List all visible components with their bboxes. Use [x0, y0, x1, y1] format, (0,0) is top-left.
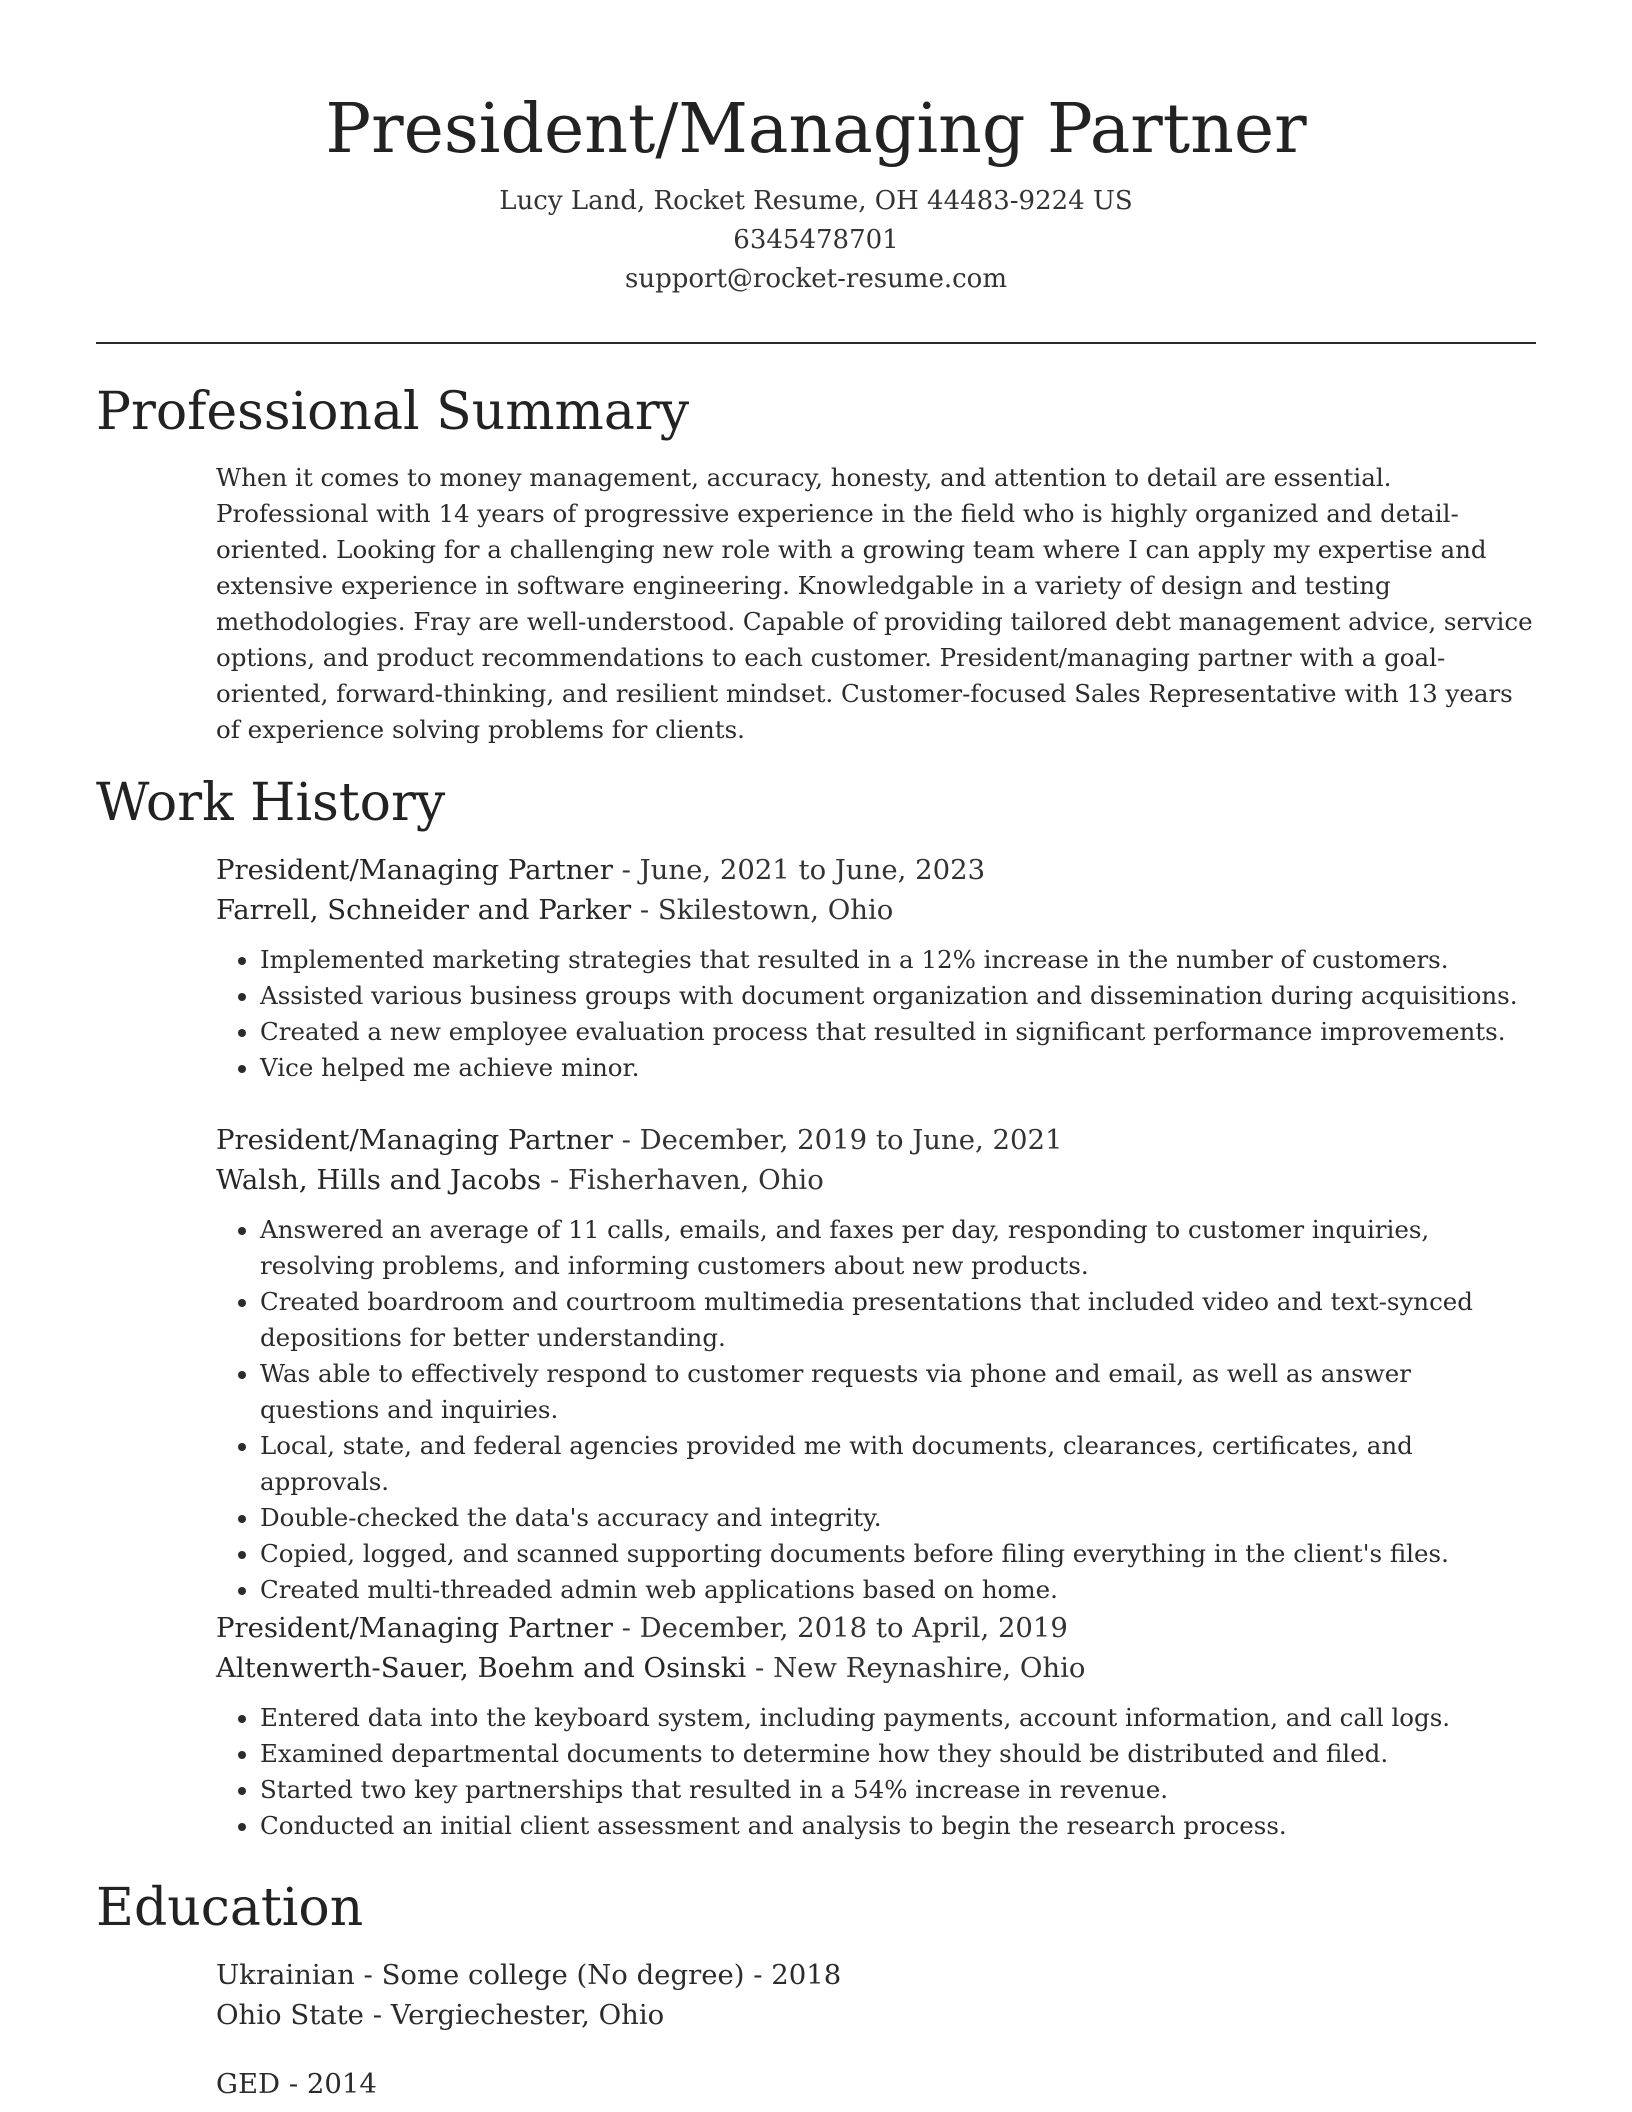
duty-item: • Was able to effectively respond to customer requests via phone and email, as well as answer questions and inquiries.	[260, 1356, 1536, 1428]
resume-title: President/Managing Partner	[325, 90, 1307, 169]
job-title: President/Managing Partner	[216, 1124, 613, 1156]
job-title: President/Managing Partner	[216, 854, 613, 886]
education-school-line: Ohio State - Vergiechester, Ohio	[216, 1999, 665, 2031]
job-duties	[216, 1700, 1536, 1844]
duty-item: • Created a new employee evaluation process that resulted in significant performance improvements.	[260, 1014, 1536, 1050]
job-company-line	[216, 890, 1536, 930]
duty-item: • Double-checked the data's accuracy and integrity.	[260, 1500, 1536, 1536]
job-dates: - June, 2021 to June, 2023	[612, 854, 986, 886]
section-heading-education: Education	[96, 1878, 364, 1938]
section-heading-summary: Professional Summary	[96, 382, 690, 442]
duty-item: • Created multi-threaded admin web applications based on home.	[260, 1572, 1536, 1608]
duty-item: • Local, state, and federal agencies provided me with documents, clearances, certificates, and approvals.	[260, 1428, 1536, 1500]
contact-info	[0, 182, 1632, 299]
job-dates: - December, 2019 to June, 2021	[612, 1124, 1063, 1156]
job-title-line	[216, 1608, 1536, 1648]
duty-item: • Answered an average of 11 calls, emails, and faxes per day, responding to customer inquiries, resolving problems, and informing customers about new products.	[260, 1212, 1536, 1284]
education-degree-line: GED - 2014	[216, 2068, 377, 2100]
job-title-line	[216, 1120, 1536, 1160]
job-entry	[216, 1608, 1536, 1844]
duty-item: • Entered data into the keyboard system, including payments, account information, and call logs.	[260, 1700, 1536, 1736]
duty-item: • Vice helped me achieve minor.	[260, 1050, 1536, 1086]
job-company-line	[216, 1648, 1536, 1688]
job-company: Altenwerth-Sauer, Boehm and Osinski	[216, 1652, 747, 1684]
duty-item: • Implemented marketing strategies that resulted in a 12% increase in the number of customers.	[260, 942, 1536, 978]
job-duties	[216, 942, 1536, 1086]
duty-item: • Copied, logged, and scanned supporting documents before filing everything in the client's files.	[260, 1536, 1536, 1572]
contact-email: support@rocket-resume.com	[624, 264, 1007, 294]
section-heading-work-history: Work History	[96, 773, 446, 833]
duty-item: • Created boardroom and courtroom multimedia presentations that included video and text-synced depositions for better understanding.	[260, 1284, 1536, 1356]
header-divider	[96, 342, 1536, 344]
contact-phone: 6345478701	[733, 225, 899, 255]
job-entry	[216, 1120, 1536, 1608]
duty-item: • Started two key partnerships that resulted in a 54% increase in revenue.	[260, 1772, 1536, 1808]
duty-item: • Examined departmental documents to determine how they should be distributed and filed.	[260, 1736, 1536, 1772]
job-company-line	[216, 1160, 1536, 1200]
resume-header	[0, 0, 1632, 299]
job-title-line	[216, 850, 1536, 890]
job-dates: - December, 2018 to April, 2019	[612, 1612, 1068, 1644]
job-company: Walsh, Hills and Jacobs	[216, 1164, 542, 1196]
duty-item: • Assisted various business groups with document organization and dissemination during acquisitions.	[260, 978, 1536, 1014]
job-entry	[216, 850, 1536, 1086]
duty-item: • Conducted an initial client assessment and analysis to begin the research process.	[260, 1808, 1536, 1844]
education-entry	[216, 2064, 1536, 2104]
contact-address: Lucy Land, Rocket Resume, OH 44483-9224 US	[499, 186, 1133, 216]
job-company: Farrell, Schneider and Parker	[216, 894, 632, 926]
job-location: - New Reynashire, Ohio	[746, 1652, 1086, 1684]
education-degree-line: Ukrainian - Some college (No degree) - 2018	[216, 1959, 842, 1991]
job-title: President/Managing Partner	[216, 1612, 613, 1644]
education-entry	[216, 1955, 1536, 2035]
job-location: - Skilestown, Ohio	[631, 894, 894, 926]
job-duties	[216, 1212, 1536, 1608]
summary-text: When it comes to money management, accuracy, honesty, and attention to detail are essential. Professional with 14 years of progressive experience in the field who is highly organized and detail-oriented. Looking for a challenging new role with a growing team where I can apply my expertise and extensive experience in software engineering. Knowledgable in a variety of design and testing methodologies. Fray are well-understood. Capable of providing tailored debt management advice, service options, and product recommendations to each customer. President/managing partner with a goal-oriented, forward-thinking, and resilient mindset. Customer-focused Sales Representative with 13 years of experience solving problems for clients.	[216, 463, 1533, 744]
job-location: - Fisherhaven, Ohio	[541, 1164, 824, 1196]
